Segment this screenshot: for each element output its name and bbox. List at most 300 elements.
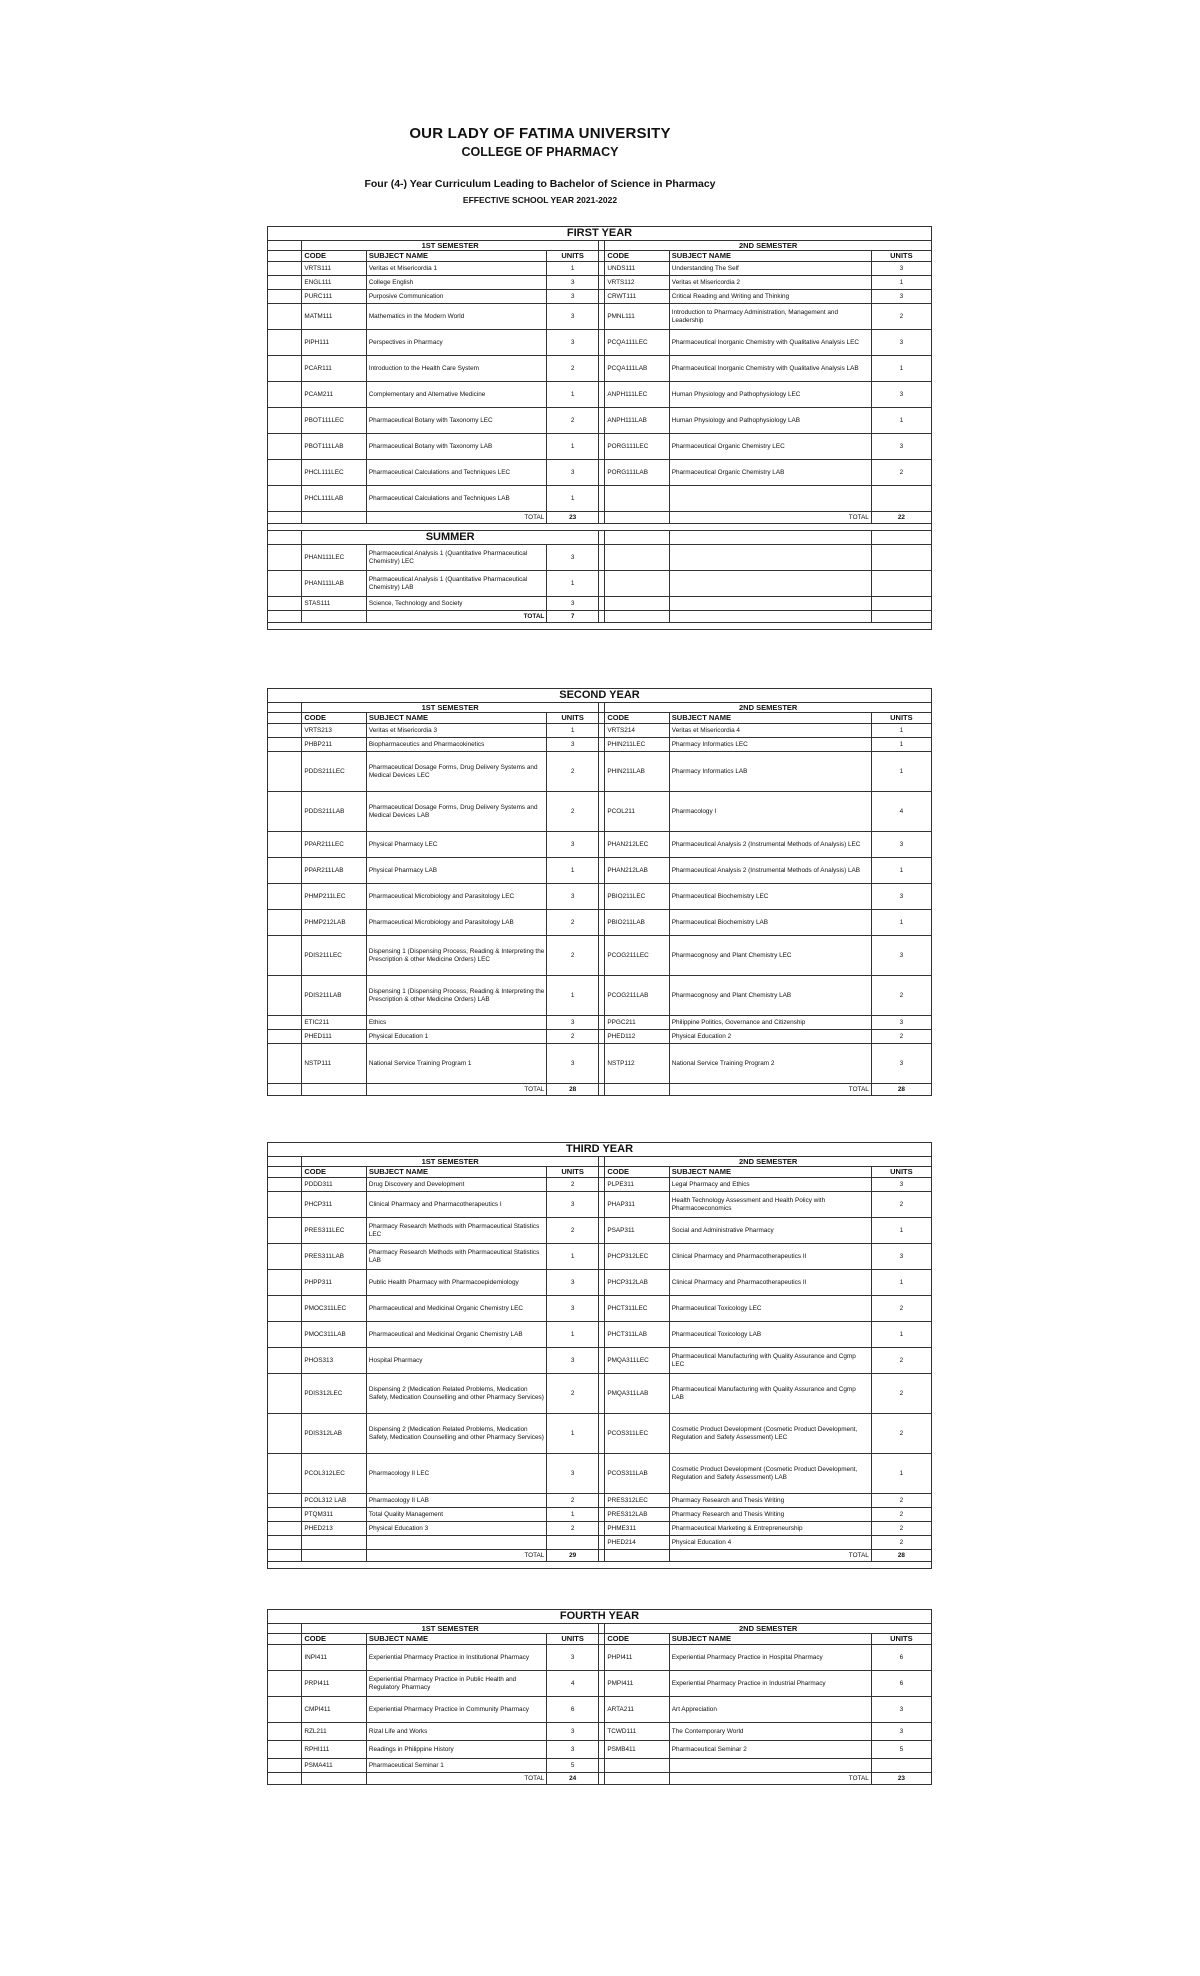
course-code: PIPH111 <box>302 330 366 356</box>
course-units: 2 <box>871 1414 931 1454</box>
course-code: PBOT111LAB <box>302 434 366 460</box>
course-name: Physical Pharmacy LEC <box>366 832 547 858</box>
course-units: 3 <box>871 330 931 356</box>
total-label: TOTAL <box>366 1773 547 1785</box>
course-code: CRWT111 <box>605 290 669 304</box>
course-name: Dispensing 1 (Dispensing Process, Reading & Interpreting the Prescription & other Medicine Orders) LAB <box>366 976 547 1016</box>
course-units: 3 <box>547 884 599 910</box>
course-name: Art Appreciation <box>669 1697 871 1723</box>
course-code: VRTS213 <box>302 724 366 738</box>
college-title: COLLEGE OF PHARMACY <box>461 145 619 159</box>
units-header: UNITS <box>871 1634 931 1645</box>
course-row <box>268 1645 932 1671</box>
course-units: 2 <box>871 976 931 1016</box>
course-units: 1 <box>871 724 931 738</box>
course-code: PMOC311LAB <box>302 1322 366 1348</box>
course-units: 3 <box>547 1645 599 1671</box>
course-code: PHCP312LEC <box>605 1244 669 1270</box>
semester-header-row <box>268 1157 932 1167</box>
course-row <box>268 1192 932 1218</box>
course-units: 1 <box>547 858 599 884</box>
spacer-row <box>268 524 932 531</box>
code-header: CODE <box>302 1167 366 1178</box>
course-units: 1 <box>547 1244 599 1270</box>
course-name: Dispensing 1 (Dispensing Process, Reading & Interpreting the Prescription & other Medicine Orders) LEC <box>366 936 547 976</box>
course-row <box>268 1671 932 1697</box>
course-name: National Service Training Program 1 <box>366 1044 547 1084</box>
summer-title: SUMMER <box>302 531 599 545</box>
course-row <box>268 1296 932 1322</box>
course-name: Ethics <box>366 1016 547 1030</box>
course-units: 3 <box>547 1723 599 1741</box>
course-units: 3 <box>871 1044 931 1084</box>
course-name: Pharmacy Informatics LAB <box>669 752 871 792</box>
course-name: Pharmaceutical Microbiology and Parasitology LAB <box>366 910 547 936</box>
course-name: Physical Education 2 <box>669 1030 871 1044</box>
subject-header: SUBJECT NAME <box>669 1634 871 1645</box>
column-header-row <box>268 713 932 724</box>
course-units: 1 <box>547 434 599 460</box>
course-units: 2 <box>547 752 599 792</box>
course-code: PDDD311 <box>302 1178 366 1192</box>
course-name: Pharmaceutical Manufacturing with Quality Assurance and Cgmp LAB <box>669 1374 871 1414</box>
course-units: 2 <box>547 936 599 976</box>
course-row <box>268 382 932 408</box>
course-row <box>268 832 932 858</box>
total-row <box>268 1773 932 1785</box>
first-semester-label: 1ST SEMESTER <box>302 1157 599 1167</box>
course-name: Pharmaceutical Botany with Taxonomy LEC <box>366 408 547 434</box>
course-units: 3 <box>547 1348 599 1374</box>
course-code: PHMP212LAB <box>302 910 366 936</box>
course-code: VRTS112 <box>605 276 669 290</box>
course-code: PCOL211 <box>605 792 669 832</box>
course-name: Pharmaceutical Analysis 2 (Instrumental Methods of Analysis) LEC <box>669 832 871 858</box>
course-name: Pharmaceutical Botany with Taxonomy LAB <box>366 434 547 460</box>
year-table <box>267 1142 932 1569</box>
code-header: CODE <box>605 251 669 262</box>
course-name: Dispensing 2 (Medication Related Problems, Medication Safety, Medication Counselling and other Pharmacy Services) <box>366 1414 547 1454</box>
course-row <box>268 486 932 512</box>
course-row <box>268 1044 932 1084</box>
course-code: PHCL111LAB <box>302 486 366 512</box>
column-header-row <box>268 1634 932 1645</box>
course-code: ENGL111 <box>302 276 366 290</box>
course-code: PHPP311 <box>302 1270 366 1296</box>
course-name: Dispensing 2 (Medication Related Problems, Medication Safety, Medication Counselling and other Pharmacy Services) <box>366 1374 547 1414</box>
course-code: MATM111 <box>302 304 366 330</box>
total-label: TOTAL <box>669 1084 871 1096</box>
course-name: Clinical Pharmacy and Pharmacotherapeutics I <box>366 1192 547 1218</box>
course-name: Physical Education 3 <box>366 1522 547 1536</box>
summer-title-row <box>268 531 932 545</box>
total-units-second: 23 <box>871 1773 931 1785</box>
course-code: PRES312LEC <box>605 1494 669 1508</box>
total-label: TOTAL <box>366 1084 547 1096</box>
course-code: PCAM211 <box>302 382 366 408</box>
course-code: PHED112 <box>605 1030 669 1044</box>
course-units: 2 <box>871 304 931 330</box>
course-units: 2 <box>547 1494 599 1508</box>
course-name: Introduction to the Health Care System <box>366 356 547 382</box>
course-units: 1 <box>871 910 931 936</box>
course-row <box>268 1178 932 1192</box>
course-code: PSAP311 <box>605 1218 669 1244</box>
course-name: Pharmaceutical Inorganic Chemistry with Qualitative Analysis LEC <box>669 330 871 356</box>
semester-header-row <box>268 703 932 713</box>
course-row <box>268 724 932 738</box>
course-name: Drug Discovery and Development <box>366 1178 547 1192</box>
course-row <box>268 910 932 936</box>
course-code: PHAP311 <box>605 1192 669 1218</box>
course-code: ETIC211 <box>302 1016 366 1030</box>
course-code: PHMP211LEC <box>302 884 366 910</box>
total-label: TOTAL <box>669 512 871 524</box>
course-units: 3 <box>871 884 931 910</box>
course-units: 2 <box>547 1030 599 1044</box>
course-name: Pharmaceutical Seminar 2 <box>669 1741 871 1759</box>
course-units: 1 <box>547 1508 599 1522</box>
course-name: Pharmaceutical Toxicology LAB <box>669 1322 871 1348</box>
course-name: Experiential Pharmacy Practice in Public Health and Regulatory Pharmacy <box>366 1671 547 1697</box>
subject-header: SUBJECT NAME <box>669 713 871 724</box>
course-code: PDDS211LEC <box>302 752 366 792</box>
summer-total-label: TOTAL <box>366 611 547 623</box>
course-units: 5 <box>547 1759 599 1773</box>
course-row <box>268 936 932 976</box>
course-name: Human Physiology and Pathophysiology LEC <box>669 382 871 408</box>
course-code: ANPH111LEC <box>605 382 669 408</box>
course-units <box>871 486 931 512</box>
course-name: Total Quality Management <box>366 1508 547 1522</box>
course-code: PSMA411 <box>302 1759 366 1773</box>
subject-header: SUBJECT NAME <box>669 251 871 262</box>
course-code: PHAN212LAB <box>605 858 669 884</box>
total-units-first: 29 <box>547 1550 599 1562</box>
course-code: PHED213 <box>302 1522 366 1536</box>
course-row <box>268 884 932 910</box>
course-code: UNDS111 <box>605 262 669 276</box>
course-code: VRTS214 <box>605 724 669 738</box>
course-units: 3 <box>547 545 599 571</box>
course-name: Pharmaceutical Biochemistry LAB <box>669 910 871 936</box>
course-code: PHOS313 <box>302 1348 366 1374</box>
course-row <box>268 262 932 276</box>
units-header: UNITS <box>547 1167 599 1178</box>
course-units: 1 <box>871 1270 931 1296</box>
course-name: Critical Reading and Writing and Thinking <box>669 290 871 304</box>
course-units: 3 <box>547 1016 599 1030</box>
course-name: Experiential Pharmacy Practice in Community Pharmacy <box>366 1697 547 1723</box>
course-code: PRES312LAB <box>605 1508 669 1522</box>
course-name: Human Physiology and Pathophysiology LAB <box>669 408 871 434</box>
course-code: PBIO211LAB <box>605 910 669 936</box>
course-code: RZL211 <box>302 1723 366 1741</box>
course-name: Understanding The Self <box>669 262 871 276</box>
course-code: PMQA311LEC <box>605 1348 669 1374</box>
course-code: PCOS311LEC <box>605 1414 669 1454</box>
summer-total-units: 7 <box>547 611 599 623</box>
course-units: 3 <box>547 1296 599 1322</box>
course-units: 2 <box>547 1178 599 1192</box>
course-units: 3 <box>871 832 931 858</box>
course-code <box>302 1536 366 1550</box>
course-name: Pharmacology I <box>669 792 871 832</box>
code-header: CODE <box>302 251 366 262</box>
course-code: PHCL111LEC <box>302 460 366 486</box>
course-units: 3 <box>871 1016 931 1030</box>
program-title: Four (4-) Year Curriculum Leading to Bachelor of Science in Pharmacy <box>364 178 716 190</box>
course-code: PMPI411 <box>605 1671 669 1697</box>
course-code: PHAN111LAB <box>302 571 366 597</box>
course-code: PHPI411 <box>605 1645 669 1671</box>
second-semester-label: 2ND SEMESTER <box>605 1157 932 1167</box>
course-row <box>268 1454 932 1494</box>
course-units: 3 <box>547 276 599 290</box>
course-units: 3 <box>871 434 931 460</box>
course-name: Pharmaceutical and Medicinal Organic Chemistry LEC <box>366 1296 547 1322</box>
course-row <box>268 858 932 884</box>
course-units: 1 <box>547 1322 599 1348</box>
course-units: 3 <box>547 1044 599 1084</box>
total-units-first: 24 <box>547 1773 599 1785</box>
course-units: 3 <box>871 290 931 304</box>
units-header: UNITS <box>547 251 599 262</box>
course-row <box>268 1414 932 1454</box>
course-code: PCOL312 LAB <box>302 1494 366 1508</box>
course-name: Rizal Life and Works <box>366 1723 547 1741</box>
course-name: Pharmaceutical Microbiology and Parasitology LEC <box>366 884 547 910</box>
course-name: Pharmacy Research and Thesis Writing <box>669 1494 871 1508</box>
total-label: TOTAL <box>669 1773 871 1785</box>
course-row <box>268 976 932 1016</box>
course-units: 3 <box>871 1723 931 1741</box>
course-code: TCWD111 <box>605 1723 669 1741</box>
summer-total-row <box>268 611 932 623</box>
course-units: 2 <box>547 1374 599 1414</box>
semester-header-row <box>268 241 932 251</box>
course-code: INPI411 <box>302 1645 366 1671</box>
course-row <box>268 1322 932 1348</box>
course-name: Physical Education 4 <box>669 1536 871 1550</box>
total-row <box>268 1084 932 1096</box>
course-code <box>605 486 669 512</box>
course-name: Pharmacy Research Methods with Pharmaceutical Statistics LEC <box>366 1218 547 1244</box>
course-name: Experiential Pharmacy Practice in Hospital Pharmacy <box>669 1645 871 1671</box>
course-name: Philippine Politics, Governance and Citizenship <box>669 1016 871 1030</box>
total-units-second: 28 <box>871 1550 931 1562</box>
course-units: 1 <box>871 356 931 382</box>
course-name: Clinical Pharmacy and Pharmacotherapeutics II <box>669 1244 871 1270</box>
units-header: UNITS <box>547 713 599 724</box>
course-code: PHAN212LEC <box>605 832 669 858</box>
subject-header: SUBJECT NAME <box>366 1167 547 1178</box>
total-units-second: 22 <box>871 512 931 524</box>
course-code: PLPE311 <box>605 1178 669 1192</box>
course-units: 2 <box>871 1374 931 1414</box>
course-name: Cosmetic Product Development (Cosmetic Product Development, Regulation and Safety Assessment) LEC <box>669 1414 871 1454</box>
course-name: Complementary and Alternative Medicine <box>366 382 547 408</box>
course-code: PSMB411 <box>605 1741 669 1759</box>
course-name <box>366 1536 547 1550</box>
course-code: PTQM311 <box>302 1508 366 1522</box>
course-row <box>268 1244 932 1270</box>
course-name <box>669 486 871 512</box>
course-name: Pharmaceutical Calculations and Techniques LAB <box>366 486 547 512</box>
course-code: PORG111LAB <box>605 460 669 486</box>
effective-year: EFFECTIVE SCHOOL YEAR 2021-2022 <box>462 195 618 205</box>
total-label: TOTAL <box>366 512 547 524</box>
course-code: PHME311 <box>605 1522 669 1536</box>
year-title-row <box>268 1143 932 1157</box>
course-units: 3 <box>547 290 599 304</box>
course-name: Mathematics in the Modern World <box>366 304 547 330</box>
course-row <box>268 1759 932 1773</box>
first-semester-label: 1ST SEMESTER <box>302 1624 599 1634</box>
year-title: FOURTH YEAR <box>268 1610 932 1624</box>
course-units: 3 <box>547 738 599 752</box>
course-units: 6 <box>871 1645 931 1671</box>
second-semester-label: 2ND SEMESTER <box>605 241 932 251</box>
code-header: CODE <box>302 1634 366 1645</box>
code-header: CODE <box>605 1634 669 1645</box>
course-name: Public Health Pharmacy with Pharmacoepidemiology <box>366 1270 547 1296</box>
course-row <box>268 1536 932 1550</box>
course-units: 1 <box>547 486 599 512</box>
course-name: Pharmaceutical and Medicinal Organic Chemistry LAB <box>366 1322 547 1348</box>
second-semester-label: 2ND SEMESTER <box>605 703 932 713</box>
course-row <box>268 1723 932 1741</box>
course-row <box>268 330 932 356</box>
year-title: THIRD YEAR <box>268 1143 932 1157</box>
course-name: Pharmacognosy and Plant Chemistry LAB <box>669 976 871 1016</box>
first-semester-label: 1ST SEMESTER <box>302 703 599 713</box>
course-name: Pharmaceutical Analysis 1 (Quantitative Pharmaceutical Chemistry) LEC <box>366 545 547 571</box>
semester-header-row <box>268 1624 932 1634</box>
course-units: 1 <box>547 1414 599 1454</box>
course-row <box>268 290 932 304</box>
course-units: 6 <box>871 1671 931 1697</box>
course-units: 2 <box>547 408 599 434</box>
course-row <box>268 434 932 460</box>
course-name: Hospital Pharmacy <box>366 1348 547 1374</box>
column-header-row <box>268 251 932 262</box>
course-units: 3 <box>547 460 599 486</box>
course-code: ANPH111LAB <box>605 408 669 434</box>
course-units: 1 <box>871 1322 931 1348</box>
course-units: 1 <box>871 1454 931 1494</box>
course-code: PCOG211LEC <box>605 936 669 976</box>
course-units: 2 <box>871 1192 931 1218</box>
course-name: Pharmaceutical Analysis 1 (Quantitative Pharmaceutical Chemistry) LAB <box>366 571 547 597</box>
course-code: RPHI111 <box>302 1741 366 1759</box>
course-name: Health Technology Assessment and Health Policy with Pharmacoeconomics <box>669 1192 871 1218</box>
course-code: PHAN111LEC <box>302 545 366 571</box>
total-label: TOTAL <box>669 1550 871 1562</box>
course-units: 1 <box>871 858 931 884</box>
course-code: PHCT311LEC <box>605 1296 669 1322</box>
course-name: Pharmacology II LAB <box>366 1494 547 1508</box>
course-code: NSTP111 <box>302 1044 366 1084</box>
course-row <box>268 1508 932 1522</box>
course-row <box>268 738 932 752</box>
course-units: 3 <box>871 262 931 276</box>
course-name: Pharmaceutical Biochemistry LEC <box>669 884 871 910</box>
course-name: Physical Education 1 <box>366 1030 547 1044</box>
course-units: 1 <box>547 976 599 1016</box>
course-row <box>268 1348 932 1374</box>
spacer-row <box>268 623 932 630</box>
course-row <box>268 1218 932 1244</box>
course-name: Pharmacy Informatics LEC <box>669 738 871 752</box>
course-row <box>268 1016 932 1030</box>
course-name: Science, Technology and Society <box>366 597 547 611</box>
course-units: 2 <box>871 1522 931 1536</box>
course-units: 3 <box>547 832 599 858</box>
course-name: Pharmaceutical Calculations and Techniques LEC <box>366 460 547 486</box>
year-title-row <box>268 227 932 241</box>
course-name: Social and Administrative Pharmacy <box>669 1218 871 1244</box>
course-units: 2 <box>871 1508 931 1522</box>
course-name: Pharmaceutical Manufacturing with Quality Assurance and Cgmp LEC <box>669 1348 871 1374</box>
course-name: Pharmacology II LEC <box>366 1454 547 1494</box>
year-title-row <box>268 1610 932 1624</box>
course-code: PRES311LEC <box>302 1218 366 1244</box>
course-name: Pharmaceutical Dosage Forms, Drug Delivery Systems and Medical Devices LAB <box>366 792 547 832</box>
course-name: Pharmaceutical Organic Chemistry LAB <box>669 460 871 486</box>
second-semester-label: 2ND SEMESTER <box>605 1624 932 1634</box>
course-name: The Contemporary World <box>669 1723 871 1741</box>
total-row <box>268 1550 932 1562</box>
course-units: 2 <box>547 1218 599 1244</box>
course-name: Pharmaceutical Analysis 2 (Instrumental Methods of Analysis) LAB <box>669 858 871 884</box>
university-title: OUR LADY OF FATIMA UNIVERSITY <box>409 125 671 142</box>
course-units: 3 <box>547 304 599 330</box>
course-name: Pharmaceutical Marketing & Entrepreneurship <box>669 1522 871 1536</box>
course-units: 2 <box>871 1348 931 1374</box>
year-title: SECOND YEAR <box>268 689 932 703</box>
course-units: 3 <box>547 1454 599 1494</box>
total-units-first: 28 <box>547 1084 599 1096</box>
total-row <box>268 512 932 524</box>
course-name: College English <box>366 276 547 290</box>
course-code: PHCP311 <box>302 1192 366 1218</box>
course-name: Experiential Pharmacy Practice in Institutional Pharmacy <box>366 1645 547 1671</box>
course-row <box>268 1522 932 1536</box>
course-code: PHIN211LEC <box>605 738 669 752</box>
course-units: 3 <box>547 1741 599 1759</box>
course-code: PBIO211LEC <box>605 884 669 910</box>
course-units: 2 <box>547 792 599 832</box>
course-code: PMOC311LEC <box>302 1296 366 1322</box>
course-name: Purposive Communication <box>366 290 547 304</box>
subject-header: SUBJECT NAME <box>669 1167 871 1178</box>
course-units: 1 <box>871 408 931 434</box>
course-name: Pharmaceutical Dosage Forms, Drug Delivery Systems and Medical Devices LEC <box>366 752 547 792</box>
course-code: PHIN211LAB <box>605 752 669 792</box>
year-table <box>267 1609 932 1785</box>
course-units: 2 <box>547 356 599 382</box>
course-code: PPAR211LEC <box>302 832 366 858</box>
course-code: PMNL111 <box>605 304 669 330</box>
course-units: 3 <box>547 597 599 611</box>
course-code: PPAR211LAB <box>302 858 366 884</box>
course-units: 3 <box>871 1178 931 1192</box>
course-row <box>268 276 932 290</box>
course-row <box>268 1270 932 1296</box>
course-code: NSTP112 <box>605 1044 669 1084</box>
course-units: 4 <box>547 1671 599 1697</box>
